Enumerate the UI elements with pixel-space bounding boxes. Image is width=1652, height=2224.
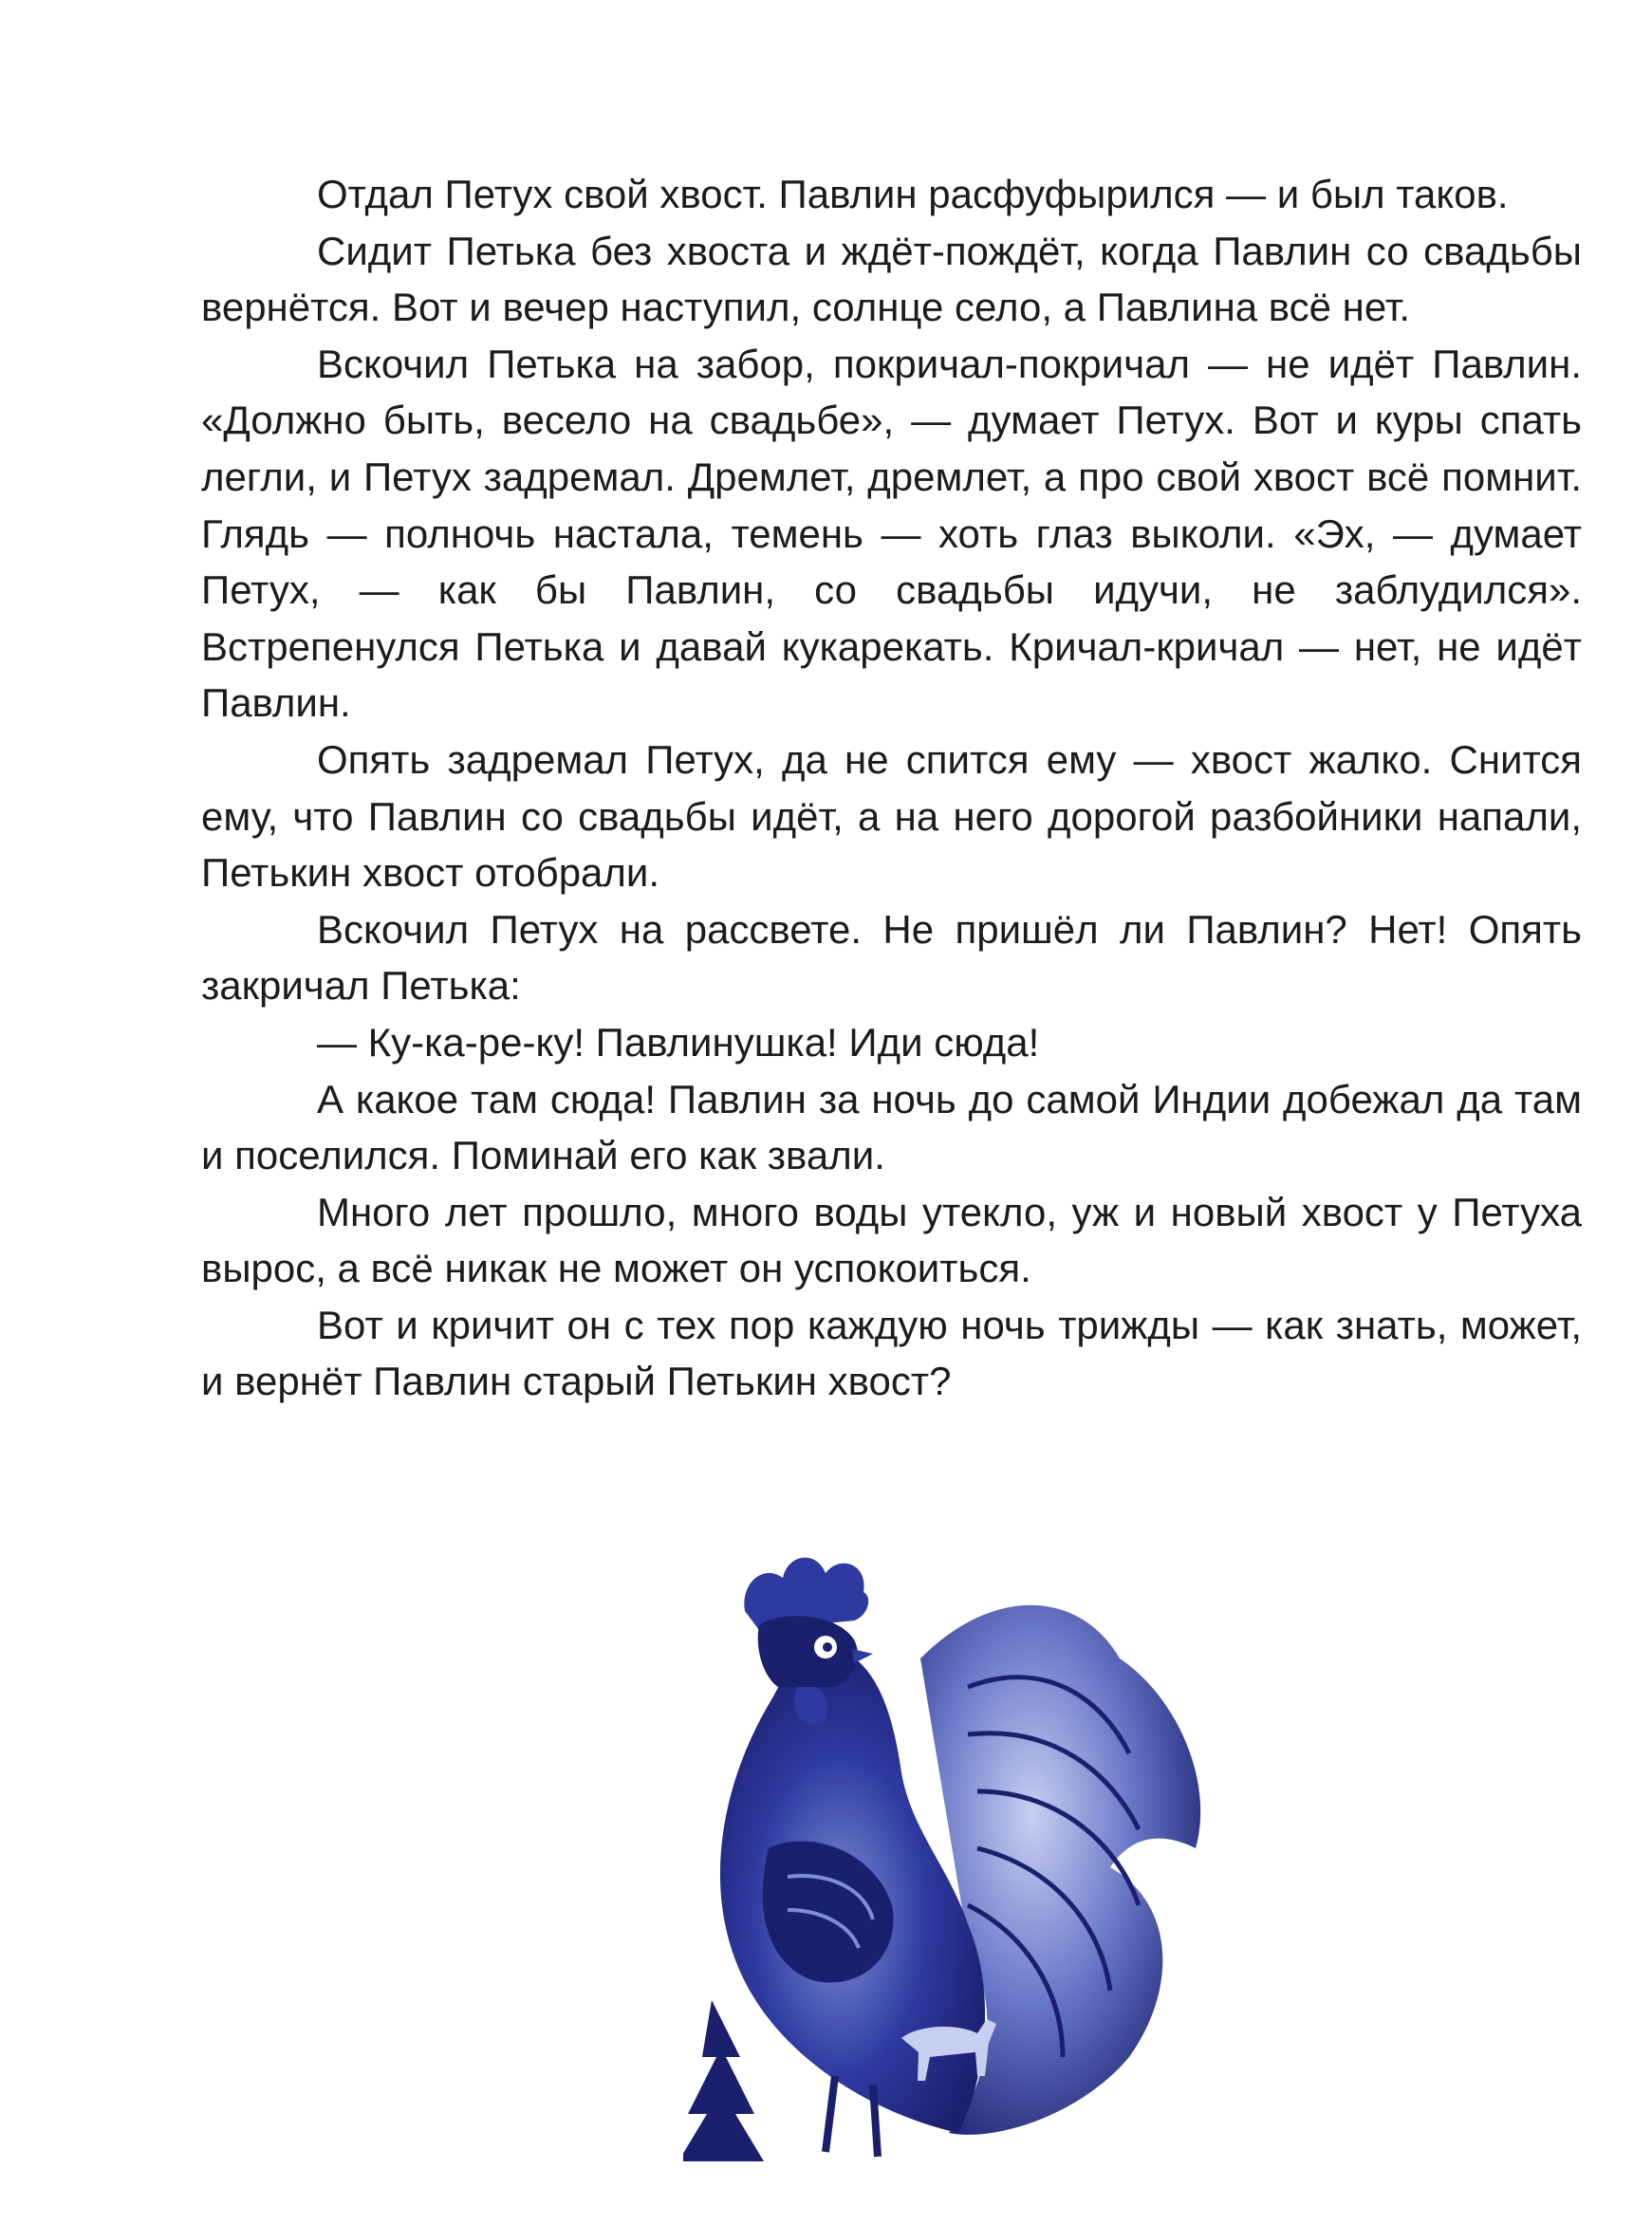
- paragraph: — Ку-ка-ре-ку! Павлинушка! Иди сюда!: [317, 1019, 1040, 1065]
- rooster-illustration-icon: [683, 1545, 1234, 2161]
- paragraph: Отдал Петух свой хвост. Павлин расфуфырился — и был таков.: [317, 172, 1509, 216]
- paragraph: Опять задремал Петух, да не спится ему — хвост жалко. Снится ему, что Павлин со свадьбы идёт, а на него дорогой разбойники напали, Петькин хвост отобрали.: [201, 736, 1582, 896]
- story-text: [201, 166, 1582, 1410]
- paragraph: Вот и кричит он с тех пор каждую ночь трижды — как знать, может, и вернёт Павлин старый Петькин хвост?: [201, 1302, 1582, 1404]
- paragraph: Много лет прошло, много воды утекло, уж и новый хвост у Петуха вырос, а всё никак не может он успокоиться.: [201, 1189, 1582, 1291]
- paragraph: А какое там сюда! Павлин за ночь до самой Индии добежал да там и поселился. Поминай его как звали.: [201, 1076, 1582, 1178]
- paragraph: Вскочил Петька на забор, покричал-покричал — не идёт Павлин. «Должно быть, весело на свадьбе», — думает Петух. Вот и куры спать легли, и Петух задремал. Дремлет, дремлет, а про свой хвост всё помнит. Глядь — полночь настала, темень — хоть глаз выколи. «Эх, — думает Петух, — как бы Павлин, со свадьбы идучи, не заблудился». Встрепенулся Петька и давай кукарекать. Кричал-кричал — нет, не идёт Павлин.: [201, 341, 1582, 726]
- paragraph: Вскочил Петух на рассвете. Не пришёл ли Павлин? Нет! Опять закричал Петька:: [201, 906, 1582, 1009]
- paragraph: Сидит Петька без хвоста и ждёт-пождёт, когда Павлин со свадьбы вернётся. Вот и вечер наступил, солнце село, а Павлина всё нет.: [201, 228, 1582, 330]
